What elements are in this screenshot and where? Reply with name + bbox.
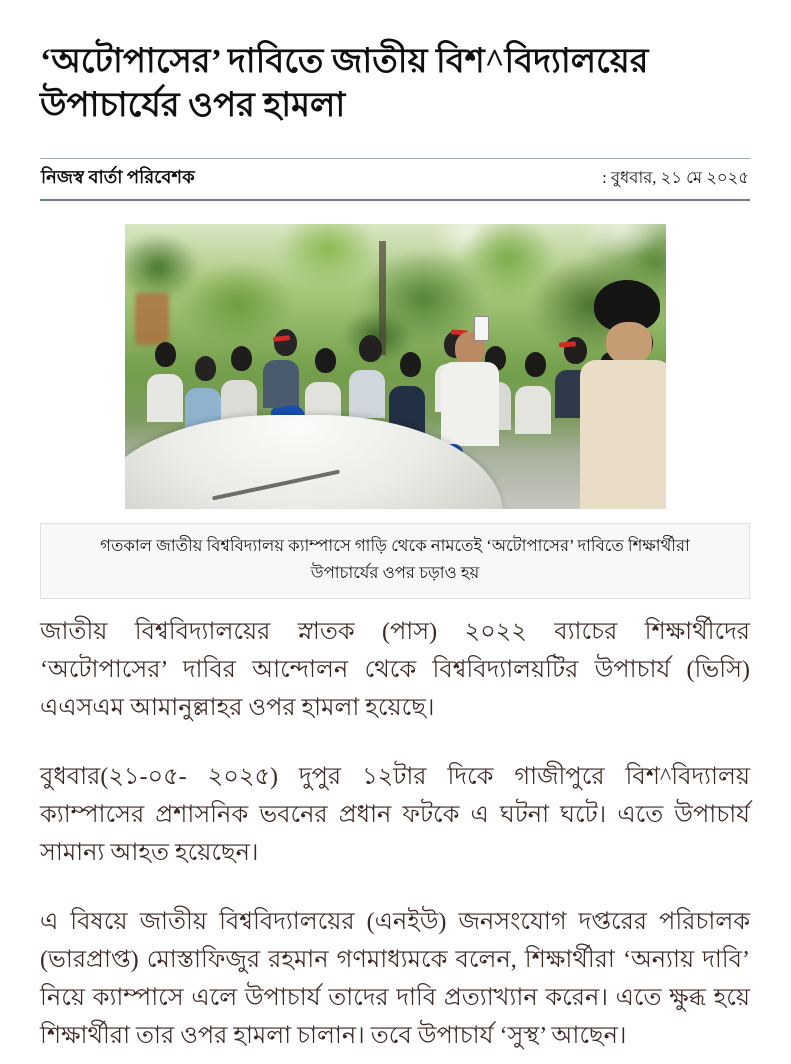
article-body (40, 613, 750, 1055)
article-paragraph: বুধবার(২১-০৫- ২০২৫) দুপুর ১২টার দিকে গাজীপুরে বিশ^বিদ্যালয় ক্যাম্পাসের প্রশাসনিক ভবনের প্রধান ফটকে এ ঘটনা ঘটে। এতে উপাচার্য সামান্য আহত হয়েছেন। (40, 763, 750, 866)
photo-man-white-shirt (441, 362, 499, 446)
photo-tree-trunk (379, 241, 386, 355)
article-paragraph: জাতীয় বিশ্ববিদ্যালয়ের স্নাতক (পাস) ২০২২ ব্যাচের শিক্ষার্থীদের ‘অটোপাসের’ দাবির আন্দোলন থেকে বিশ্ববিদ্যালয়টির উপাচার্য (ভিসি) এএসএম আমানুল্লাহর ওপর হামলা হয়েছে। (40, 618, 750, 721)
article-photo-wrap (125, 224, 666, 509)
byline-bar (40, 158, 750, 201)
article-page (0, 40, 791, 1055)
article-headline: ‘অটোপাসের’ দাবিতে জাতীয় বিশ^বিদ্যালয়ের উপাচার্যের ওপর হামলা (40, 43, 649, 125)
photo-raised-phone (474, 316, 489, 341)
byline-author: নিজস্ব বার্তা পরিবেশক (41, 167, 195, 188)
article-paragraph: এ বিষয়ে জাতীয় বিশ্ববিদ্যালয়ের (এনইউ) জনসংযোগ দপ্তরের পরিচালক (ভারপ্রাপ্ত) মোস্তাফিজুর রহমান গণমাধ্যমকে বলেন, শিক্ষার্থীরা ‘অন্যায় দাবি’ নিয়ে ক্যাম্পাসে এলে উপাচার্য তাদের দাবি প্রত্যাখ্যান করেন। এতে ক্ষুব্ধ হয়ে শিক্ষার্থীরা তার ওপর হামলা চালান। তবে উপাচার্য ‘সুস্থ’ আছেন। (40, 908, 750, 1049)
photo-crowd-heads (155, 342, 176, 367)
publication-date: : বুধবার, ২১ মে ২০২৫ (602, 168, 749, 188)
photo-building-patch (135, 293, 169, 345)
photo-crowd-torsos (147, 374, 183, 422)
photo-caption: গতকাল জাতীয় বিশ্ববিদ্যালয় ক্যাম্পাসে গাড়ি থেকে নামতেই ‘অটোপাসের’ দাবিতে শিক্ষার্থীরা উপাচার্যের ওপর চড়াও হয় (40, 523, 750, 598)
photo-foreground-man-face (606, 322, 652, 364)
article-photo (125, 224, 666, 509)
photo-foreground-man-shirt (580, 360, 666, 509)
